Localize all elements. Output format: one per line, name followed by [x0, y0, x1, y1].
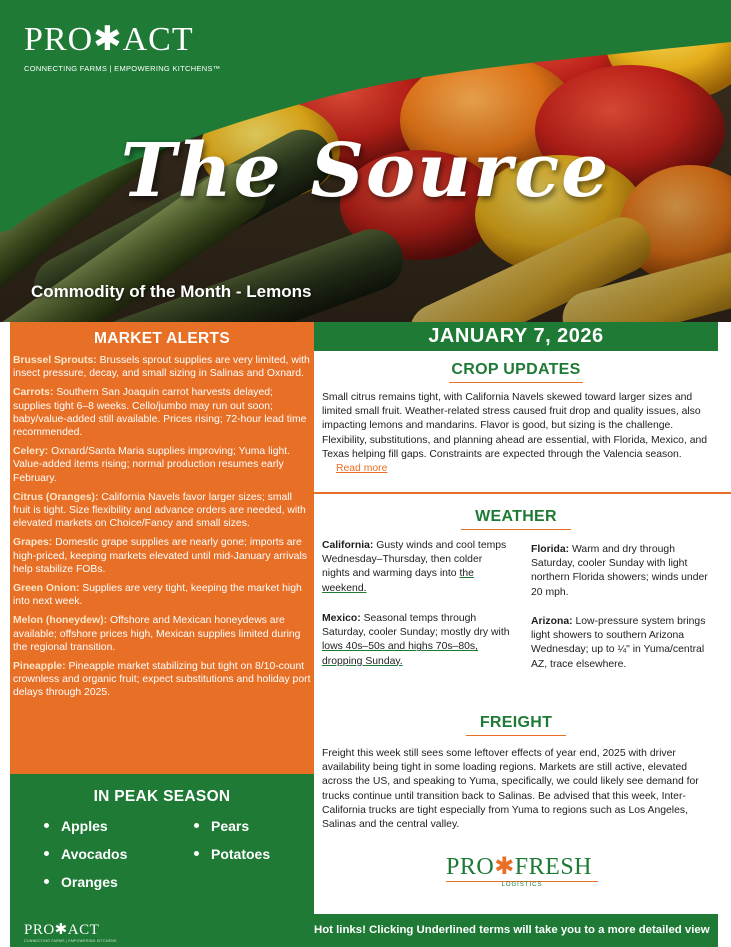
list-item: [194, 846, 270, 862]
alert-item: [13, 536, 311, 576]
freight-body: Freight this week still sees some leftover effects of year end, 2025 with driver availability being tight in some loading regions. Markets are still active, elevated across the US, and speaking to Yuma, specifically, we could likely see demand for trucks continue until transition back to Salinas. Be advised that this week, Inter-California trucks are tight especially from Yuma to regions such as Los Angeles, Salinas and the central valley.: [322, 748, 699, 831]
proact-logo: [24, 22, 221, 73]
hero-banner: [0, 0, 731, 322]
alert-name: Carrots:: [13, 387, 54, 399]
peak-item-label: Oranges: [61, 874, 118, 890]
alert-text: Supplies are very tight, keeping the market high into next week.: [13, 583, 302, 608]
brand-tagline: CONNECTING FARMS | EMPOWERING KITCHENS™: [24, 64, 221, 73]
commodity-of-month: Commodity of the Month - Lemons: [31, 282, 312, 301]
alert-item: [13, 445, 311, 485]
market-alerts-panel: [10, 322, 314, 774]
alert-name: Citrus (Oranges):: [13, 491, 99, 503]
section-divider: [314, 492, 731, 494]
peak-item-label: Potatoes: [211, 846, 271, 862]
peak-item-label: Avocados: [61, 846, 128, 862]
weather-florida: [531, 543, 715, 600]
alert-text: Domestic grape supplies are nearly gone; imports are high-priced, keeping markets elevated until mid-January arrivals help stabilize FOBs.: [13, 537, 307, 575]
alert-text: Pineapple market stabilizing but tight on 8/10-count crownless and organic fruit; expect substitutions and holiday port delays through 2025.: [13, 661, 311, 699]
star-icon: ✱: [494, 854, 515, 880]
peak-season-heading: IN PEAK SEASON: [93, 788, 231, 805]
profresh-wordmark: [446, 855, 598, 879]
read-more-link[interactable]: Read more: [336, 463, 388, 475]
list-item: [44, 846, 127, 862]
weather-region-label: Arizona:: [531, 616, 573, 627]
alert-text: Oxnard/Santa Maria supplies improving; Yuma light. Value-added items rising; normal production resumes early February.: [13, 446, 291, 484]
alert-text: California Navels favor larger sizes; small fruit is tight. Size flexibility and advance orders are needed, with elevated markets on Choice/Fancy and small sizes.: [13, 491, 306, 530]
footer-logo: PRO✱ACT: [24, 922, 100, 938]
weather-region-label: Florida:: [531, 544, 570, 555]
alert-text: Southern San Joaquin carrot harvests delayed; supplies tight 6–8 weeks. Cello/jumbo may run out soon; baby/value-added still available. Prices rising; 72-hour lead time recommended.: [13, 387, 307, 439]
market-alerts-heading: MARKET ALERTS: [94, 330, 230, 347]
bullet-icon: [194, 823, 199, 828]
alert-text: Brussels sprout supplies are very limited, with insect pressure, decay, and small sizing in Salinas and Oxnard.: [13, 355, 310, 380]
alert-text: Offshore and Mexican honeydews are available; offshore prices high, Mexican supplies limited during the regional transition.: [13, 615, 301, 653]
freight-heading-text: FREIGHT: [479, 714, 553, 731]
weather-region-label: California:: [322, 540, 374, 551]
bullet-icon: [44, 879, 49, 884]
profresh-pro: PRO: [446, 854, 495, 880]
weather-heading-text: WEATHER: [475, 508, 557, 525]
alert-name: Celery:: [13, 446, 49, 458]
hot-links-note: Hot links! Clicking Underlined terms will take you to a more detailed view: [314, 914, 718, 947]
crop-updates-heading: [314, 361, 718, 383]
weather-mexico: [322, 612, 512, 669]
alert-name: Brussel Sprouts:: [13, 355, 97, 366]
issue-date: JANUARY 7, 2026: [314, 322, 718, 351]
peak-item-label: Apples: [61, 818, 108, 834]
alert-name: Green Onion:: [13, 583, 80, 595]
peak-item-label: Pears: [211, 818, 250, 834]
newsletter-title: The Source: [120, 128, 611, 214]
profresh-sub: LOGISTICS: [501, 882, 543, 888]
profresh-logo: [446, 855, 598, 891]
profresh-fresh: FRESH: [514, 854, 592, 880]
list-item: [44, 874, 118, 890]
weather-text: Seasonal temps through Saturday, cooler Sunday; mostly dry with: [322, 613, 510, 639]
alert-item: [13, 491, 311, 531]
alert-name: Melon (honeydew):: [13, 615, 108, 627]
alert-item: [13, 614, 311, 654]
weather-california: [322, 539, 512, 596]
crop-updates-heading-text: CROP UPDATES: [451, 361, 581, 378]
peak-season-panel: [10, 774, 314, 914]
bullet-icon: [44, 851, 49, 856]
footer-tagline: CONNECTING FARMS | EMPOWERING KITCHENS: [24, 939, 117, 943]
heading-rule: [466, 735, 566, 736]
footer-brand-bar: [10, 914, 314, 947]
weather-text: Gusty winds and cool temps Wednesday–Thursday, then colder nights and warming days into: [322, 540, 507, 580]
alert-item: [13, 354, 311, 380]
alert-name: Grapes:: [13, 537, 53, 549]
crop-updates-text: Small citrus remains tight, with California Navels skewed toward larger sizes and limited small fruit. Weather-related stress caused fruit drop and quality issues, also impacting lemons and mandarins. Flavor is good, but sizing is the challenge. Flexibility, substitutions, and planning ahead are essential, with Florida, Mexico, and Texas helping fill gaps. Constraints are expected through the Valencia season.: [322, 392, 708, 460]
weather-text: Warm and dry through Saturday, cooler Sunday with light northern Florida showers; winds under 20 mph.: [531, 544, 708, 598]
weather-text: Low-pressure system brings light showers to southern Arizona Wednesday; up to ¼" in Yuma/central AZ, trace elsewhere.: [531, 616, 706, 670]
crop-updates-body: [322, 391, 716, 476]
brand-name: PRO✱ACT: [24, 21, 194, 58]
heading-rule: [461, 529, 571, 530]
heading-rule: [449, 382, 583, 383]
bullet-icon: [44, 823, 49, 828]
alert-name: Pineapple:: [13, 661, 66, 673]
alert-item: [13, 582, 311, 608]
weather-heading: [314, 508, 718, 530]
weather-california-link[interactable]: the weekend.: [322, 568, 474, 594]
bullet-icon: [194, 851, 199, 856]
list-item: [44, 818, 108, 834]
freight-heading: [314, 714, 718, 736]
weather-region-label: Mexico:: [322, 613, 361, 624]
alert-item: [13, 386, 311, 439]
alert-item: [13, 660, 311, 700]
weather-mexico-link[interactable]: lows 40s–50s and highs 70s–80s, dropping Sunday.: [322, 641, 478, 667]
weather-arizona: [531, 615, 715, 672]
list-item: [194, 818, 249, 834]
